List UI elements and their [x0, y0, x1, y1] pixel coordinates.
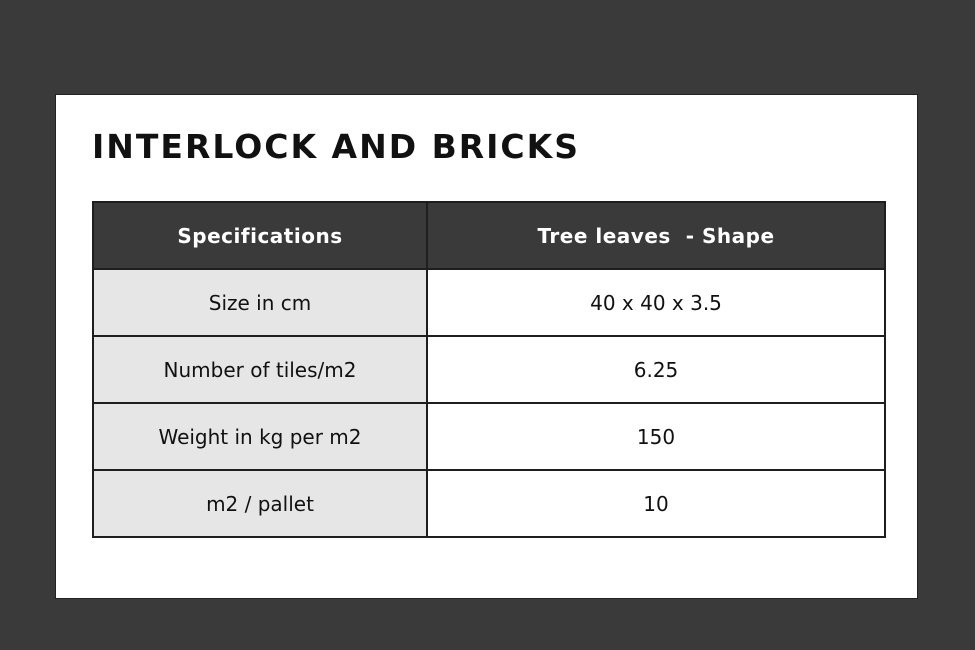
table-row: [93, 403, 885, 470]
spec-label: Number of tiles/m2: [93, 336, 427, 403]
column-header-specifications: Specifications: [93, 202, 427, 269]
spec-value: 150: [427, 403, 885, 470]
spec-value: 10: [427, 470, 885, 537]
table-row: [93, 269, 885, 336]
page-title: INTERLOCK AND BRICKS: [92, 127, 580, 166]
table-row: [93, 336, 885, 403]
spec-value: 6.25: [427, 336, 885, 403]
spec-table: [92, 201, 886, 538]
spec-value: 40 x 40 x 3.5: [427, 269, 885, 336]
spec-label: Weight in kg per m2: [93, 403, 427, 470]
column-header-shape: Tree leaves - Shape: [427, 202, 885, 269]
table-row: [93, 470, 885, 537]
spec-label: m2 / pallet: [93, 470, 427, 537]
spec-card: [55, 94, 918, 599]
table-header-row: [93, 202, 885, 269]
spec-label: Size in cm: [93, 269, 427, 336]
